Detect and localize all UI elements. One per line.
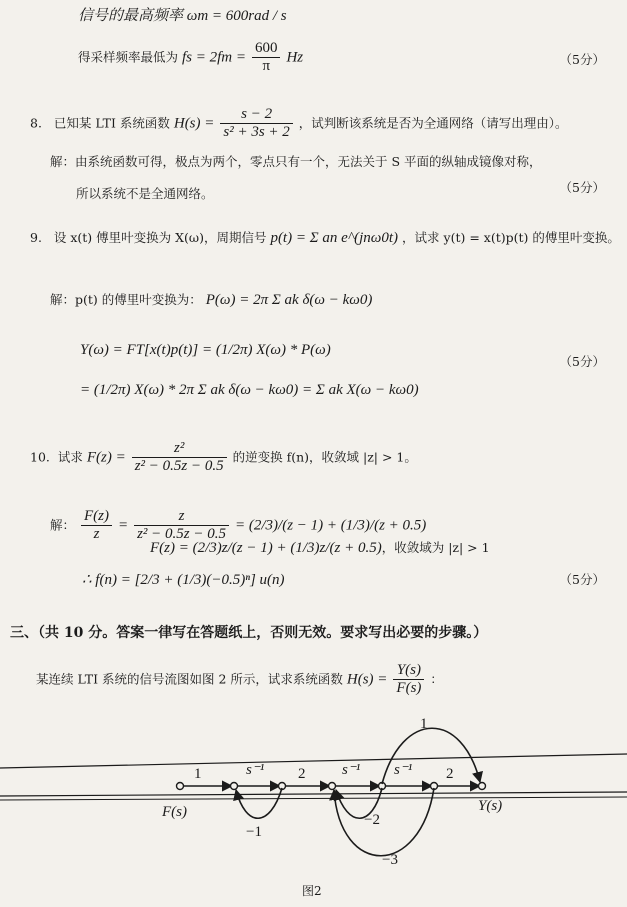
loop-gain-label: −1 <box>246 824 262 840</box>
section-3-header: 三、（共 10 分。答案一律写在答题纸上，否则无效。要求写出必要的步骤。） <box>10 625 488 641</box>
section-3-question: 某连续 LTI 系统的信号流图如图 2 所示，试求系统函数 H(s) = $\frac{Y(s)}{F(s)}$ ： <box>36 662 443 697</box>
q8-score: （5分） <box>559 180 605 195</box>
gain-label: 1 <box>194 766 202 782</box>
output-label: Y(s) <box>478 798 503 814</box>
loop-gain-label: −3 <box>382 852 398 868</box>
q10-score: （5分） <box>559 572 605 587</box>
gain-label: 2 <box>446 766 454 782</box>
rule-line <box>0 797 627 800</box>
q9-answer-y: Y(ω) = FT[x(t)p(t)] = (1/2π) X(ω) * P(ω) <box>80 342 331 358</box>
loop-branch-1 <box>236 788 282 818</box>
node <box>329 783 336 790</box>
node-output <box>479 783 486 790</box>
q8-question: 8. 已知某 LTI 系统函数 H(s) = $\frac{s - 2}{\text{s² + 3s + 2}}$ ，试判断该系统是否为全通网络（请写出理由）。 <box>30 106 568 141</box>
q10-answer-fz: F(z) = (2/3)z/(z − 1) + (1/3)z/(z + 0.5)，收敛域为 |z| > 1 <box>150 540 490 556</box>
loop-gain-label: −2 <box>364 812 380 828</box>
signal-flow-graph <box>0 700 627 880</box>
gain-label: s⁻¹ <box>246 762 265 778</box>
q8-answer-line2: 所以系统不是全通网络。 <box>76 186 214 201</box>
q9-score: （5分） <box>559 354 605 369</box>
q9-question: 9. 设 x(t) 傅里叶变换为 X(ω)，周期信号 p(t) = Σ an e^(jnω0t) ，试求 y(t) = x(t)p(t) 的傅里叶变换。 <box>30 230 620 246</box>
figure-caption: 图2 <box>302 884 322 898</box>
gain-label: s⁻¹ <box>342 762 361 778</box>
node-input <box>177 783 184 790</box>
gain-label: s⁻¹ <box>394 762 413 778</box>
q7-sample-frequency: 得采样频率最低为 fs = 2fm = $\frac{600}{\pi}$ Hz <box>78 40 304 75</box>
q10-answer-fraction: 解： $\frac{F(z)}{z}$ = $\frac{z}{\text{z² − 0.5z − 0.5}}$ = (2/3)/(z − 1) + (1/3)/(z + 0.5) <box>50 508 427 543</box>
q8-answer-line1: 解：由系统函数可得，极点为两个，零点只有一个，无法关于 S 平面的纵轴成镜像对称， <box>50 154 542 169</box>
rule-line <box>0 792 627 796</box>
rule-line <box>0 754 627 768</box>
q9-answer-label: 解：p(t) 的傅里叶变换为： P(ω) = 2π Σ ak δ(ω − kω0) <box>50 292 373 308</box>
q10-question: 10. 试求 F(z) = $\frac{\text{z²}}{\text{z² − 0.5z − 0.5}}$ 的逆变换 f(n)，收敛域 |z| > 1。 <box>30 440 417 475</box>
q10-result: ∴ f(n) = [2/3 + (1/3)(−0.5)ⁿ] u(n) <box>82 572 285 588</box>
node <box>231 783 238 790</box>
q7-max-frequency: 信号的最高频率 ωm = 600rad / s <box>78 8 287 24</box>
feedforward-gain-label: 1 <box>420 716 428 732</box>
gain-label: 2 <box>298 766 306 782</box>
input-label: F(s) <box>162 804 187 820</box>
q9-answer-final: = (1/2π) X(ω) * 2π Σ ak δ(ω − kω0) = Σ ak X(ω − kω0) <box>80 382 419 398</box>
q7-score: （5分） <box>559 52 605 67</box>
